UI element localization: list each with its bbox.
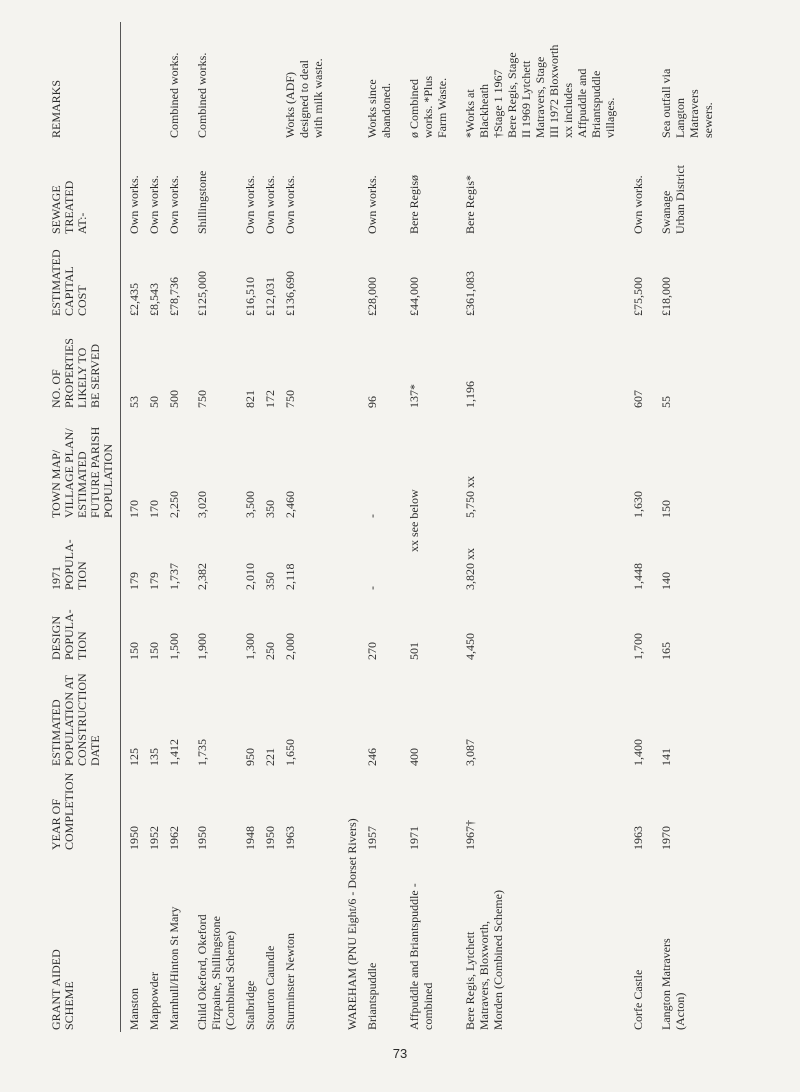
cell-design-population: 1,500 [167,633,181,660]
cell-year-of-completion: 1950 [263,826,277,850]
cell-sewage-treated-at [181,140,237,236]
cell-estimated-population: 135 [147,748,161,766]
cell-line: Own works. [631,175,645,234]
header-line: POPULA- [62,539,76,590]
cell-capital-cost: £18,000 [659,277,673,316]
cell-design-population: 250 [263,642,277,660]
table-row [257,22,277,1032]
cell-remarks [617,22,645,140]
cell-line: Langton Matravers [659,938,673,1030]
cell-population-1971: 2,118 [283,563,297,590]
cell-capital-cost: £75,500 [631,277,645,316]
header-line: COST [75,285,89,316]
cell-capital-cost: £136,690 [283,271,297,316]
cell-scheme [161,852,181,1032]
cell-capital-cost: £44,000 [407,277,421,316]
header-line: COMPLETION [62,772,76,850]
header-line: POPULA- [62,609,76,660]
cell-design-population: 1,900 [195,633,209,660]
cell-remarks [181,22,237,140]
header-line: AT:- [75,212,89,234]
cell-line: †Stage 1 1967 [491,69,505,138]
cell-capital-cost: £361,083 [463,271,477,316]
cell-properties-served: 1,196 [463,381,477,408]
header-line: NO. OF [49,369,63,408]
cell-line: Morden (Combined Scheme) [491,890,505,1030]
table-row [121,22,142,1032]
cell-sewage-treated-at [277,140,325,236]
cell-remarks [141,22,161,140]
cell-remarks [257,22,277,140]
cell-scheme [257,852,277,1032]
cell-population-1971: 140 [659,572,673,590]
cell-estimated-population: 221 [263,748,277,766]
cell-future-population: 170 [147,500,161,518]
table-row [277,22,325,1032]
cell-line: Bere Regis, Lytchett [463,931,477,1030]
cell-line: Bere Regis* [463,175,477,234]
cell-line: Works since [365,79,379,138]
cell-line: Fitzpaine, Shillingstone [209,916,223,1030]
header-line: FUTURE PARISH [88,426,102,518]
cell-sewage-treated-at [237,140,257,236]
cell-population-1971: 179 [127,572,141,590]
cell-line: Child Okeford, Okeford [195,914,209,1030]
cell-year-of-completion: 1971 [407,826,421,850]
header-line: LIKELY TO [75,347,89,408]
cell-line: Own works. [263,175,277,234]
table-row [359,22,393,1032]
header-line: 1971 [49,566,63,590]
sewerage-schemes-table [50,22,715,1032]
cell-capital-cost: £28,000 [365,277,379,316]
header-line: TION [75,631,89,660]
table-row [141,22,161,1032]
cell-estimated-population: 125 [127,748,141,766]
cell-remarks [449,22,617,140]
cell-future-population: 150 [659,500,673,518]
cell-line: Matravers, Stage [533,56,547,138]
cell-properties-served: 750 [283,390,297,408]
cell-estimated-population: 246 [365,748,379,766]
cell-properties-served: 137* [407,384,421,408]
cell-line: Matravers, Bloxworth, [477,921,491,1030]
cell-year-of-completion: 1957 [365,826,379,850]
cell-future-population: - [365,514,379,518]
cell-design-population: 1,300 [243,633,257,660]
cell-estimated-population: 950 [243,748,257,766]
cell-line: Works (ADF) [283,71,297,138]
cell-line: Briantspuddle [365,962,379,1030]
cell-line: Sea outfall via [659,68,673,138]
cell-properties-served: 500 [167,390,181,408]
table-body-wareham [359,22,715,1032]
cell-line: Own works. [283,175,297,234]
cell-population-1971: 1,737 [167,563,181,590]
cell-year-of-completion: 1963 [631,826,645,850]
cell-scheme [645,852,715,1032]
cell-line: villages. [603,97,617,138]
cell-estimated-population: 141 [659,748,673,766]
cell-population-1971: 3,820 xx [463,548,477,590]
cell-population-1971: 2,010 [243,563,257,590]
cell-scheme [141,852,161,1032]
cell-year-of-completion: 1952 [147,826,161,850]
header-line: ESTIMATED [49,699,63,766]
header-line: ESTIMATED [75,451,89,518]
cell-sewage-treated-at [141,140,161,236]
cell-line: xx includes [561,83,575,138]
cell-line: Combined works. [195,52,209,138]
cell-properties-served: 750 [195,390,209,408]
cell-year-of-completion: 1963 [283,826,297,850]
cell-future-population: 170 [127,500,141,518]
cell-line: Own works. [147,175,161,234]
cell-estimated-population: 1,735 [195,739,209,766]
cell-line: with milk waste. [311,58,325,138]
header-line: TION [75,561,89,590]
cell-scheme [237,852,257,1032]
cell-sewage-treated-at [121,140,142,236]
cell-year-of-completion: 1950 [195,826,209,850]
cell-capital-cost: £125,000 [195,271,209,316]
cell-xx-note: xx see below [407,489,421,552]
header-line: GRANT AIDED [49,949,63,1030]
cell-design-population: 270 [365,642,379,660]
header-design-population [50,592,121,662]
cell-future-population: 350 [263,500,277,518]
table-row [617,22,645,1032]
header-line: BE SERVED [88,343,102,408]
table-body-north [121,22,326,1032]
cell-line: Bere Regisø [407,175,421,234]
cell-line: (Combined Scheme) [223,931,237,1030]
cell-sewage-treated-at [645,140,715,236]
header-year-of-completion [50,768,121,852]
cell-scheme [449,852,617,1032]
cell-design-population: 2,000 [283,633,297,660]
cell-properties-served: 50 [147,396,161,408]
cell-line: Stourton Caundle [263,945,277,1030]
cell-line: Own works. [365,175,379,234]
cell-scheme [277,852,325,1032]
cell-remarks [277,22,325,140]
cell-estimated-population: 1,412 [167,739,181,766]
cell-estimated-population: 1,400 [631,739,645,766]
header-line: REMARKS [49,79,63,138]
rotated-table-container [50,22,750,1032]
header-remarks [50,22,121,140]
cell-estimated-population: 3,087 [463,739,477,766]
header-line: TOWN MAP/ [49,449,63,518]
cell-line: Blackheath [477,84,491,138]
header-line: DESIGN [49,616,63,660]
cell-capital-cost: £2,435 [127,283,141,316]
table-header-row [50,22,121,1032]
cell-line: ø Combined [407,79,421,138]
header-population-1971 [50,520,121,592]
cell-scheme [393,852,449,1032]
header-line: CAPITAL [62,266,76,316]
cell-line: III 1972 Bloxworth [547,44,561,138]
header-line: ESTIMATED [49,249,63,316]
header-capital-cost [50,236,121,318]
cell-population-1971: 179 [147,572,161,590]
cell-properties-served: 172 [263,390,277,408]
cell-line: sewers. [701,102,715,138]
cell-properties-served: 607 [631,390,645,408]
cell-future-population: 3,020 [195,491,209,518]
table-row [645,22,715,1032]
cell-future-population: 3,500 [243,491,257,518]
cell-properties-served: 55 [659,396,673,408]
cell-properties-served: 821 [243,390,257,408]
header-line: CONSTRUCTION [75,673,89,766]
cell-line: *Works at [463,89,477,138]
cell-line: Stalbridge [243,980,257,1030]
header-estimated-population [50,662,121,768]
cell-capital-cost: £12,031 [263,277,277,316]
header-scheme [50,852,121,1032]
cell-line: Matravers [687,89,701,138]
cell-sewage-treated-at [257,140,277,236]
header-line: SEWAGE [49,185,63,234]
cell-remarks [161,22,181,140]
header-line: YEAR OF [49,798,63,850]
page-number: 73 [392,1046,408,1061]
cell-design-population: 150 [147,642,161,660]
header-sewage-treated-at [50,140,121,236]
cell-scheme [181,852,237,1032]
cell-line: designed to deal [297,60,311,138]
cell-population-1971: 1,448 [631,563,645,590]
section-heading-row [325,22,359,1032]
cell-scheme [121,852,142,1032]
header-future-population [50,410,121,520]
cell-future-population: 2,250 [167,491,181,518]
cell-scheme [617,852,645,1032]
cell-line: Shillingstone [195,170,209,234]
table-row [449,22,617,1032]
cell-population-1971: 350 [263,572,277,590]
cell-capital-cost: £78,736 [167,277,181,316]
cell-design-population: 150 [127,642,141,660]
cell-line: works. *Plus [421,75,435,138]
cell-line: Own works. [127,175,141,234]
cell-line: Bere Regis, Stage [505,52,519,138]
cell-line: Combined works. [167,52,181,138]
cell-line: Affpuddle and [575,68,589,138]
header-line: TREATED [62,180,76,234]
header-line: DATE [88,735,102,766]
cell-line: Mappowder [147,972,161,1030]
header-properties-served [50,318,121,410]
cell-future-population: 2,460 [283,491,297,518]
header-line: POPULATION AT [62,674,76,766]
table-row [393,22,449,1032]
table-row [237,22,257,1032]
cell-line: Briantspuddle [589,70,603,138]
cell-year-of-completion: 1948 [243,826,257,850]
cell-line: Sturminster Newton [283,933,297,1030]
cell-year-of-completion: 1970 [659,826,673,850]
cell-line: Urban District [673,165,687,234]
header-line: POPULATION [101,443,115,518]
cell-capital-cost: £16,510 [243,277,257,316]
table-row [161,22,181,1032]
cell-year-of-completion: 1962 [167,826,181,850]
cell-design-population: 501 [407,642,421,660]
cell-line: Marnhull/Hinton St Mary [167,906,181,1030]
cell-line: Own works. [243,175,257,234]
cell-design-population: 4,450 [463,633,477,660]
cell-population-1971: - [365,586,379,590]
header-line: VILLAGE PLAN/ [62,428,76,518]
cell-estimated-population: 400 [407,748,421,766]
cell-line: Affpuddle and Briantspuddle - [407,883,421,1030]
cell-design-population: 1,700 [631,633,645,660]
cell-properties-served: 53 [127,396,141,408]
cell-line: Swanage [659,190,673,234]
cell-future-population: 1,630 [631,491,645,518]
cell-line: Own works. [167,175,181,234]
cell-remarks [359,22,393,140]
cell-sewage-treated-at [449,140,617,236]
cell-line: (Acton) [673,992,687,1030]
cell-remarks [393,22,449,140]
cell-line: Corfe Castle [631,969,645,1030]
cell-sewage-treated-at [617,140,645,236]
cell-properties-served: 96 [365,396,379,408]
cell-line: II 1969 Lytchett [519,60,533,138]
cell-year-of-completion: 1967† [463,820,477,850]
cell-year-of-completion: 1950 [127,826,141,850]
cell-estimated-population: 1,650 [283,739,297,766]
cell-remarks [645,22,715,140]
cell-remarks [237,22,257,140]
cell-sewage-treated-at [359,140,393,236]
cell-line: Manston [127,988,141,1030]
cell-scheme [359,852,393,1032]
cell-population-1971: 2,382 [195,563,209,590]
cell-line: combined [421,982,435,1030]
header-line: SCHEME [62,981,76,1030]
cell-sewage-treated-at [161,140,181,236]
table-row [181,22,237,1032]
cell-design-population: 165 [659,642,673,660]
cell-line: Farm Waste. [435,77,449,138]
cell-future-population: 5,750 xx [463,476,477,518]
section-title: WAREHAM (PNU Eight/6 - Dorset Rivers) [345,818,359,1030]
cell-line: abandoned. [379,83,393,138]
cell-capital-cost: £8,543 [147,283,161,316]
cell-line: Langton [673,98,687,138]
cell-sewage-treated-at [393,140,449,236]
header-line: PROPERTIES [62,338,76,408]
cell-remarks [121,22,142,140]
